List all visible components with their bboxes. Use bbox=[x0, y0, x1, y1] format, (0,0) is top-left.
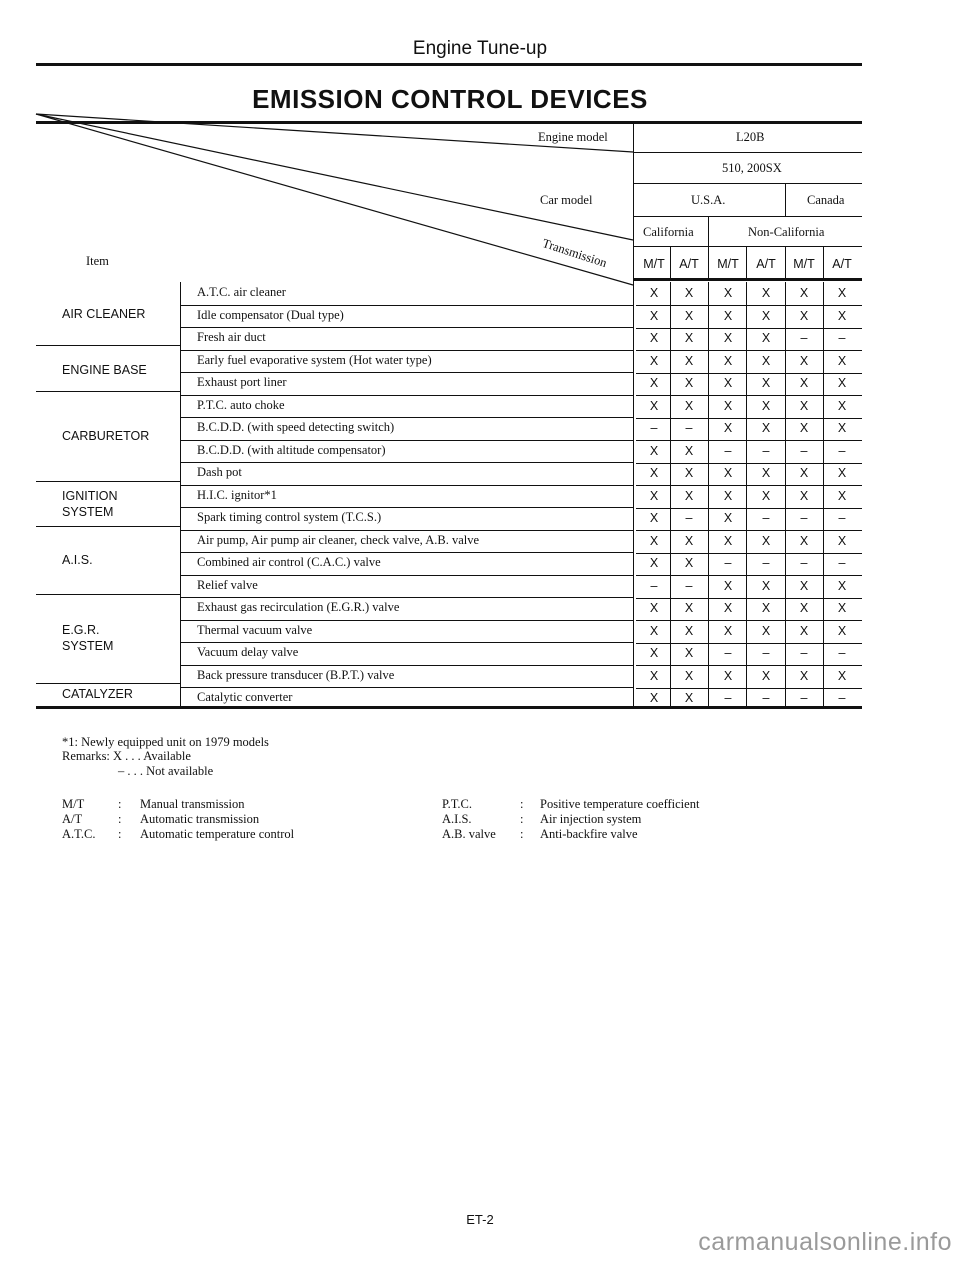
data-col-sep bbox=[823, 282, 824, 708]
row-rule bbox=[181, 665, 633, 666]
table-cell-mark: X bbox=[649, 623, 659, 638]
header-rule-2 bbox=[634, 183, 862, 184]
section-title: Engine Tune-up bbox=[412, 38, 548, 59]
header-diagonals bbox=[0, 0, 960, 300]
car-model-label: Car model bbox=[540, 193, 593, 207]
table-cell-mark: X bbox=[761, 488, 771, 503]
abbr-colon: : bbox=[118, 812, 122, 826]
header-rule-1 bbox=[634, 152, 862, 153]
row-rule bbox=[181, 462, 633, 463]
table-row-item: Thermal vacuum valve bbox=[197, 622, 313, 637]
table-cell-mark: – bbox=[685, 578, 693, 593]
header-bottom-rule bbox=[634, 278, 862, 281]
group-sep-4 bbox=[36, 526, 181, 527]
table-cell-mark: X bbox=[723, 578, 733, 593]
table-cell-mark: – bbox=[685, 421, 693, 435]
group-catalyzer: CATALYZER bbox=[62, 687, 133, 701]
table-cell-mark: X bbox=[761, 308, 771, 323]
table-cell-mark: X bbox=[799, 668, 809, 683]
table-cell-mark: X bbox=[799, 376, 809, 390]
table-cell-mark: – bbox=[800, 556, 808, 570]
table-cell-mark: X bbox=[837, 286, 847, 300]
col-ca-at: A/T bbox=[679, 257, 699, 271]
table-cell-mark: X bbox=[684, 646, 694, 660]
row-rule bbox=[181, 395, 633, 396]
vline-ca-nc bbox=[708, 216, 709, 246]
row-rule bbox=[181, 350, 633, 351]
table-cell-mark: X bbox=[684, 668, 694, 683]
table-row-item: A.T.C. air cleaner bbox=[197, 285, 286, 299]
table-cell-mark: X bbox=[723, 286, 733, 300]
table-cell-mark: – bbox=[650, 578, 658, 593]
table-cell-mark: X bbox=[723, 421, 733, 435]
table-cell-mark: X bbox=[837, 533, 847, 548]
table-cell-mark: – bbox=[724, 646, 732, 660]
table-cell-mark: X bbox=[649, 668, 659, 683]
table-row-item: B.C.D.D. (with speed detecting switch) bbox=[197, 420, 395, 434]
data-col-sep bbox=[708, 282, 709, 708]
table-cell-mark: X bbox=[684, 331, 694, 345]
table-cell-mark: X bbox=[684, 556, 694, 570]
abbr-term: A.I.S. bbox=[442, 812, 472, 826]
table-cell-mark: X bbox=[761, 376, 771, 390]
table-cell-mark: X bbox=[761, 421, 771, 435]
table-cell-mark: X bbox=[837, 353, 847, 368]
engine-l20b: L20B bbox=[736, 130, 765, 144]
table-cell-mark: X bbox=[723, 398, 733, 413]
table-cell-mark: X bbox=[649, 691, 659, 705]
table-cell-mark: X bbox=[799, 398, 809, 413]
table-cell-mark: X bbox=[723, 466, 733, 480]
row-rule bbox=[181, 417, 633, 418]
vline-usa-canada bbox=[785, 183, 786, 216]
car-510-200sx: 510, 200SX bbox=[722, 161, 782, 175]
table-row-item: Exhaust gas recirculation (E.G.R.) valve bbox=[197, 600, 400, 614]
group-engine-base: ENGINE BASE bbox=[62, 363, 147, 377]
table-cell-mark: X bbox=[649, 646, 659, 660]
table-cell-mark: X bbox=[649, 286, 659, 300]
usa-label: U.S.A. bbox=[691, 193, 726, 207]
row-rule bbox=[181, 597, 633, 598]
table-top-rule bbox=[36, 121, 862, 124]
page-title: EMISSION CONTROL DEVICES bbox=[252, 84, 648, 114]
table-cell-mark: X bbox=[799, 353, 809, 368]
table-cell-mark: X bbox=[761, 331, 771, 345]
table-cell-mark: X bbox=[684, 376, 694, 390]
row-rule bbox=[181, 372, 633, 373]
row-rule bbox=[181, 552, 633, 553]
vline-left-data bbox=[633, 121, 634, 708]
abbr-term: A.B. valve bbox=[442, 827, 496, 841]
table-cell-mark: X bbox=[649, 488, 659, 503]
table-cell-mark: – bbox=[762, 691, 770, 705]
abbr-desc: Automatic temperature control bbox=[140, 827, 295, 841]
page-number: ET-2 bbox=[466, 1212, 494, 1227]
abbr-term: M/T bbox=[62, 797, 85, 811]
table-row-item: P.T.C. auto choke bbox=[197, 397, 285, 412]
row-rule bbox=[181, 485, 633, 486]
row-rule bbox=[181, 620, 633, 621]
table-cell-mark: X bbox=[761, 533, 771, 548]
table-cell-mark: X bbox=[649, 331, 659, 345]
group-sep-6 bbox=[36, 683, 181, 684]
table-cell-mark: X bbox=[723, 533, 733, 548]
table-cell-mark: X bbox=[761, 668, 771, 683]
table-cell-mark: X bbox=[837, 376, 847, 390]
table-cell-mark: X bbox=[799, 601, 809, 615]
table-row-item: Air pump, Air pump air cleaner, check valve, A.B. valve bbox=[197, 532, 480, 547]
row-rule bbox=[181, 507, 633, 508]
table-cell-mark: X bbox=[837, 601, 847, 615]
abbr-desc: Manual transmission bbox=[140, 797, 245, 811]
table-cell-mark: X bbox=[761, 623, 771, 638]
table-cell-mark: X bbox=[761, 578, 771, 593]
table-cell-mark: – bbox=[838, 646, 846, 660]
data-col-sep bbox=[746, 282, 747, 708]
abbr-colon: : bbox=[118, 797, 122, 811]
table-cell-mark: X bbox=[799, 533, 809, 548]
table-cell-mark: X bbox=[761, 601, 771, 615]
row-rule bbox=[181, 530, 633, 531]
table-row-item: Early fuel evaporative system (Hot water type) bbox=[197, 352, 432, 367]
table-cell-mark: X bbox=[799, 466, 809, 480]
engine-model-label: Engine model bbox=[538, 130, 608, 144]
table-cell-mark: – bbox=[762, 511, 770, 525]
table-bottom-rule bbox=[36, 706, 862, 709]
table-row-item: Fresh air duct bbox=[197, 330, 266, 344]
header-rule-3 bbox=[634, 216, 862, 217]
group-egr-system: E.G.R. SYSTEM bbox=[62, 623, 114, 653]
table-row-item: B.C.D.D. (with altitude compensator) bbox=[197, 442, 386, 457]
table-cell-mark: – bbox=[762, 443, 770, 458]
group-sep-2 bbox=[36, 391, 181, 392]
table-cell-mark: – bbox=[800, 646, 808, 660]
table-cell-mark: X bbox=[684, 623, 694, 638]
table-cell-mark: – bbox=[838, 556, 846, 570]
table-cell-mark: – bbox=[838, 691, 846, 705]
abbr-desc: Air injection system bbox=[540, 812, 642, 826]
abbr-desc: Anti-backfire valve bbox=[540, 827, 638, 841]
table-cell-mark: X bbox=[837, 398, 847, 413]
table-cell-mark: X bbox=[837, 623, 847, 638]
table-cell-mark: X bbox=[684, 601, 694, 615]
table-row-item: Catalytic converter bbox=[197, 690, 293, 704]
table-cell-mark: – bbox=[838, 443, 846, 458]
table-cell-mark: X bbox=[684, 286, 694, 300]
header-rule-4 bbox=[634, 246, 862, 247]
table-cell-mark: – bbox=[800, 691, 808, 705]
table-row-item: Vacuum delay valve bbox=[197, 645, 299, 659]
abbr-desc: Positive temperature coefficient bbox=[540, 797, 700, 811]
table-cell-mark: X bbox=[723, 308, 733, 323]
table-cell-mark: X bbox=[649, 353, 659, 368]
col-nc-mt: M/T bbox=[717, 257, 739, 271]
table-cell-mark: X bbox=[723, 488, 733, 503]
table-cell-mark: X bbox=[761, 466, 771, 480]
col-ca-mt: M/T bbox=[643, 257, 665, 271]
table-cell-mark: – bbox=[650, 421, 658, 435]
table-cell-mark: X bbox=[649, 398, 659, 413]
col-can-mt: M/T bbox=[793, 257, 815, 271]
table-cell-mark: X bbox=[649, 511, 659, 525]
table-cell-mark: X bbox=[837, 308, 847, 323]
table-cell-mark: X bbox=[684, 308, 694, 323]
abbr-colon: : bbox=[520, 827, 524, 841]
table-cell-mark: X bbox=[684, 533, 694, 548]
abbr-colon: : bbox=[118, 827, 122, 841]
table-cell-mark: – bbox=[724, 443, 732, 458]
table-cell-mark: X bbox=[649, 308, 659, 323]
table-cell-mark: – bbox=[800, 443, 808, 458]
table-cell-mark: X bbox=[837, 578, 847, 593]
table-cell-mark: X bbox=[837, 421, 847, 435]
table-cell-mark: X bbox=[649, 601, 659, 615]
abbr-term: A.T.C. bbox=[62, 827, 96, 841]
row-rule bbox=[181, 305, 633, 306]
table-cell-mark: – bbox=[762, 556, 770, 570]
table-cell-mark: X bbox=[799, 578, 809, 593]
table-cell-mark: X bbox=[649, 376, 659, 390]
vline-h5 bbox=[823, 246, 824, 278]
table-cell-mark: X bbox=[837, 466, 847, 480]
vline-h2 bbox=[708, 246, 709, 278]
table-cell-mark: X bbox=[799, 421, 809, 435]
group-ais: A.I.S. bbox=[62, 553, 93, 567]
group-sep-1 bbox=[36, 345, 181, 346]
table-cell-mark: X bbox=[799, 308, 809, 323]
table-cell-mark: X bbox=[684, 466, 694, 480]
group-ignition-system: IGNITION SYSTEM bbox=[62, 489, 118, 519]
row-rule bbox=[181, 440, 633, 441]
table-cell-mark: X bbox=[837, 668, 847, 683]
table-cell-mark: – bbox=[838, 511, 846, 525]
group-sep-3 bbox=[36, 481, 181, 482]
non-california-label: Non-California bbox=[748, 225, 825, 239]
vline-h1 bbox=[670, 246, 671, 278]
transmission-label: Transmission bbox=[540, 236, 609, 270]
table-row-item: Relief valve bbox=[197, 577, 258, 592]
table-cell-mark: X bbox=[723, 601, 733, 615]
table-cell-mark: X bbox=[684, 488, 694, 503]
abbr-desc: Automatic transmission bbox=[140, 812, 260, 826]
table-row-item: Spark timing control system (T.C.S.) bbox=[197, 510, 382, 524]
group-sep-5 bbox=[36, 594, 181, 595]
table-cell-mark: – bbox=[685, 511, 693, 525]
table-cell-mark: X bbox=[761, 286, 771, 300]
group-air-cleaner: AIR CLEANER bbox=[62, 307, 146, 321]
table-cell-mark: X bbox=[761, 398, 771, 413]
item-label: Item bbox=[86, 254, 109, 268]
table-cell-mark: X bbox=[649, 533, 659, 548]
table-cell-mark: X bbox=[723, 331, 733, 345]
table-cell-mark: X bbox=[723, 668, 733, 683]
vline-h3 bbox=[746, 246, 747, 278]
california-label: California bbox=[643, 225, 694, 239]
abbr-colon: : bbox=[520, 797, 524, 811]
col-can-at: A/T bbox=[832, 257, 852, 271]
data-col-sep bbox=[670, 282, 671, 708]
table-cell-mark: – bbox=[724, 691, 732, 705]
table-row-item: Exhaust port liner bbox=[197, 375, 287, 389]
table-cell-mark: X bbox=[799, 286, 809, 300]
table-cell-mark: X bbox=[649, 443, 659, 458]
remarks-available: Remarks: X . . . Available bbox=[62, 749, 191, 763]
table-cell-mark: X bbox=[684, 691, 694, 705]
abbr-term: P.T.C. bbox=[442, 797, 472, 811]
abbr-term: A/T bbox=[62, 812, 83, 826]
table-cell-mark: X bbox=[723, 623, 733, 638]
table-row-item: Dash pot bbox=[197, 465, 242, 479]
table-cell-mark: X bbox=[837, 488, 847, 503]
table-cell-mark: – bbox=[724, 556, 732, 570]
table-row-item: Back pressure transducer (B.P.T.) valve bbox=[197, 667, 395, 682]
remarks-not-available: – . . . Not available bbox=[118, 764, 214, 778]
table-row-item: Combined air control (C.A.C.) valve bbox=[197, 555, 381, 569]
table-cell-mark: X bbox=[649, 466, 659, 480]
table-cell-mark: X bbox=[799, 623, 809, 638]
table-cell-mark: X bbox=[684, 443, 694, 458]
watermark: carmanualsonline.info bbox=[698, 1228, 952, 1256]
table-cell-mark: – bbox=[762, 646, 770, 660]
row-rule bbox=[181, 642, 633, 643]
row-rule bbox=[181, 327, 633, 328]
footnote: *1: Newly equipped unit on 1979 models bbox=[62, 735, 269, 749]
table-cell-mark: X bbox=[649, 556, 659, 570]
table-cell-mark: – bbox=[838, 331, 846, 345]
table-cell-mark: – bbox=[800, 331, 808, 345]
table-cell-mark: – bbox=[800, 511, 808, 525]
table-cell-mark: X bbox=[723, 511, 733, 525]
col-nc-at: A/T bbox=[756, 257, 776, 271]
table-row-item: Idle compensator (Dual type) bbox=[197, 307, 344, 322]
table-row-item: H.I.C. ignitor*1 bbox=[197, 487, 277, 502]
group-carburetor: CARBURETOR bbox=[62, 429, 150, 443]
table-cell-mark: X bbox=[723, 376, 733, 390]
canada-label: Canada bbox=[807, 193, 845, 207]
table-cell-mark: X bbox=[684, 353, 694, 368]
table-cell-mark: X bbox=[723, 353, 733, 368]
table-cell-mark: X bbox=[684, 398, 694, 413]
table-cell-mark: X bbox=[799, 488, 809, 503]
table-cell-mark: X bbox=[761, 353, 771, 368]
data-col-sep bbox=[785, 282, 786, 708]
abbr-colon: : bbox=[520, 812, 524, 826]
row-rule bbox=[181, 575, 633, 576]
vline-h4 bbox=[785, 246, 786, 278]
row-rule bbox=[181, 687, 633, 688]
